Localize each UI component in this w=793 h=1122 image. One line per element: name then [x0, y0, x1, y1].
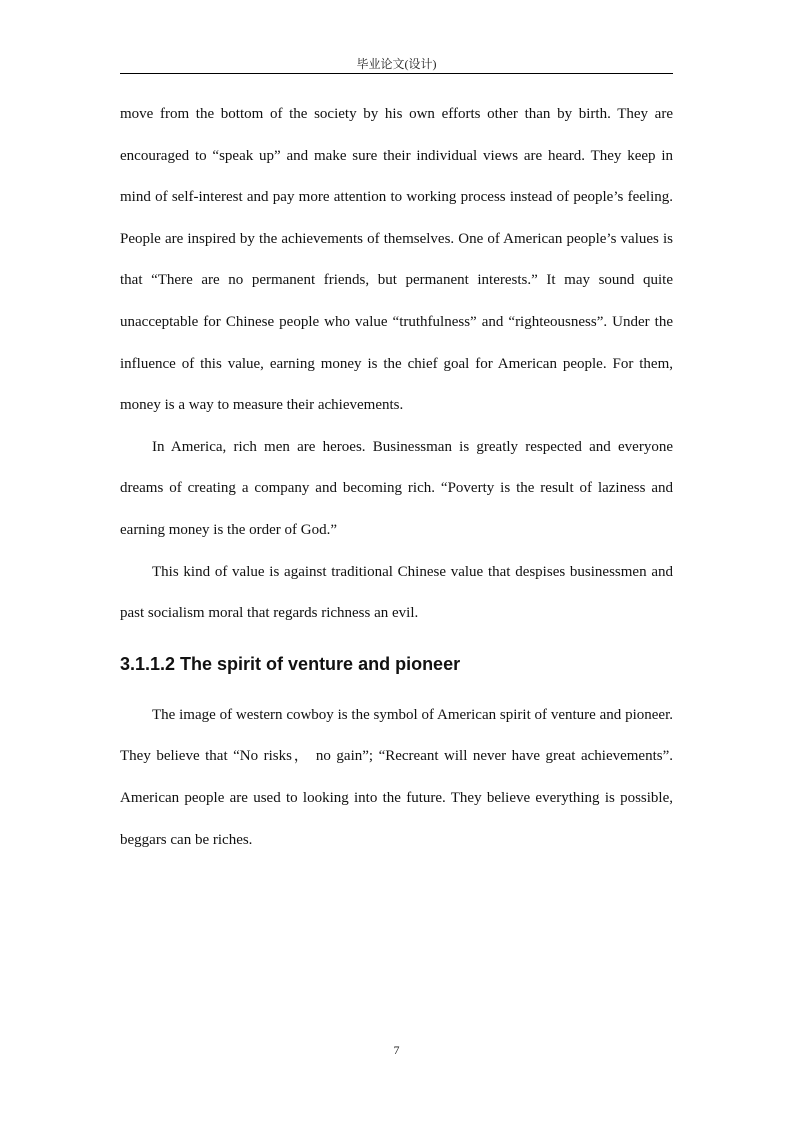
page-number: 7	[393, 1043, 400, 1057]
paragraph-continued: move from the bottom of the society by his own efforts other than by birth. They are encouraged to “speak up” and make sure their individual views are heard. They keep in mind of self-interest and pay more attention to working process instead of people’s feeling. People are inspired by the achievements of themselves. One of American people’s values is that “There are no permanent friends, but permanent interests.” It may sound quite unacceptable for Chinese people who value “truthfulness” and “righteousness”. Under the influence of this value, earning money is the chief goal for American people. For them, money is a way to measure their achievements.	[120, 106, 673, 414]
section-heading: 3.1.1.2 The spirit of venture and pioneer	[120, 653, 461, 674]
header-rule	[120, 73, 673, 74]
paragraph-chinese-value: This kind of value is against traditional Chinese value that despises businessmen and past socialism moral that regards richness an evil.	[120, 563, 673, 622]
paragraph-rich-men: In America, rich men are heroes. Businessman is greatly respected and everyone dreams of creating a company and becoming rich. “Poverty is the result of laziness and earning money is the order of God.”	[120, 438, 673, 538]
page-header: 毕业论文(设计)	[356, 57, 437, 71]
page-body	[120, 94, 673, 861]
paragraph-cowboy: The image of western cowboy is the symbol of American spirit of venture and pioneer. They believe that “No risks， no gain”; “Recreant will never have great achievements”. American people are used to looking into the future. They believe everything is possible, beggars can be riches.	[120, 706, 673, 848]
